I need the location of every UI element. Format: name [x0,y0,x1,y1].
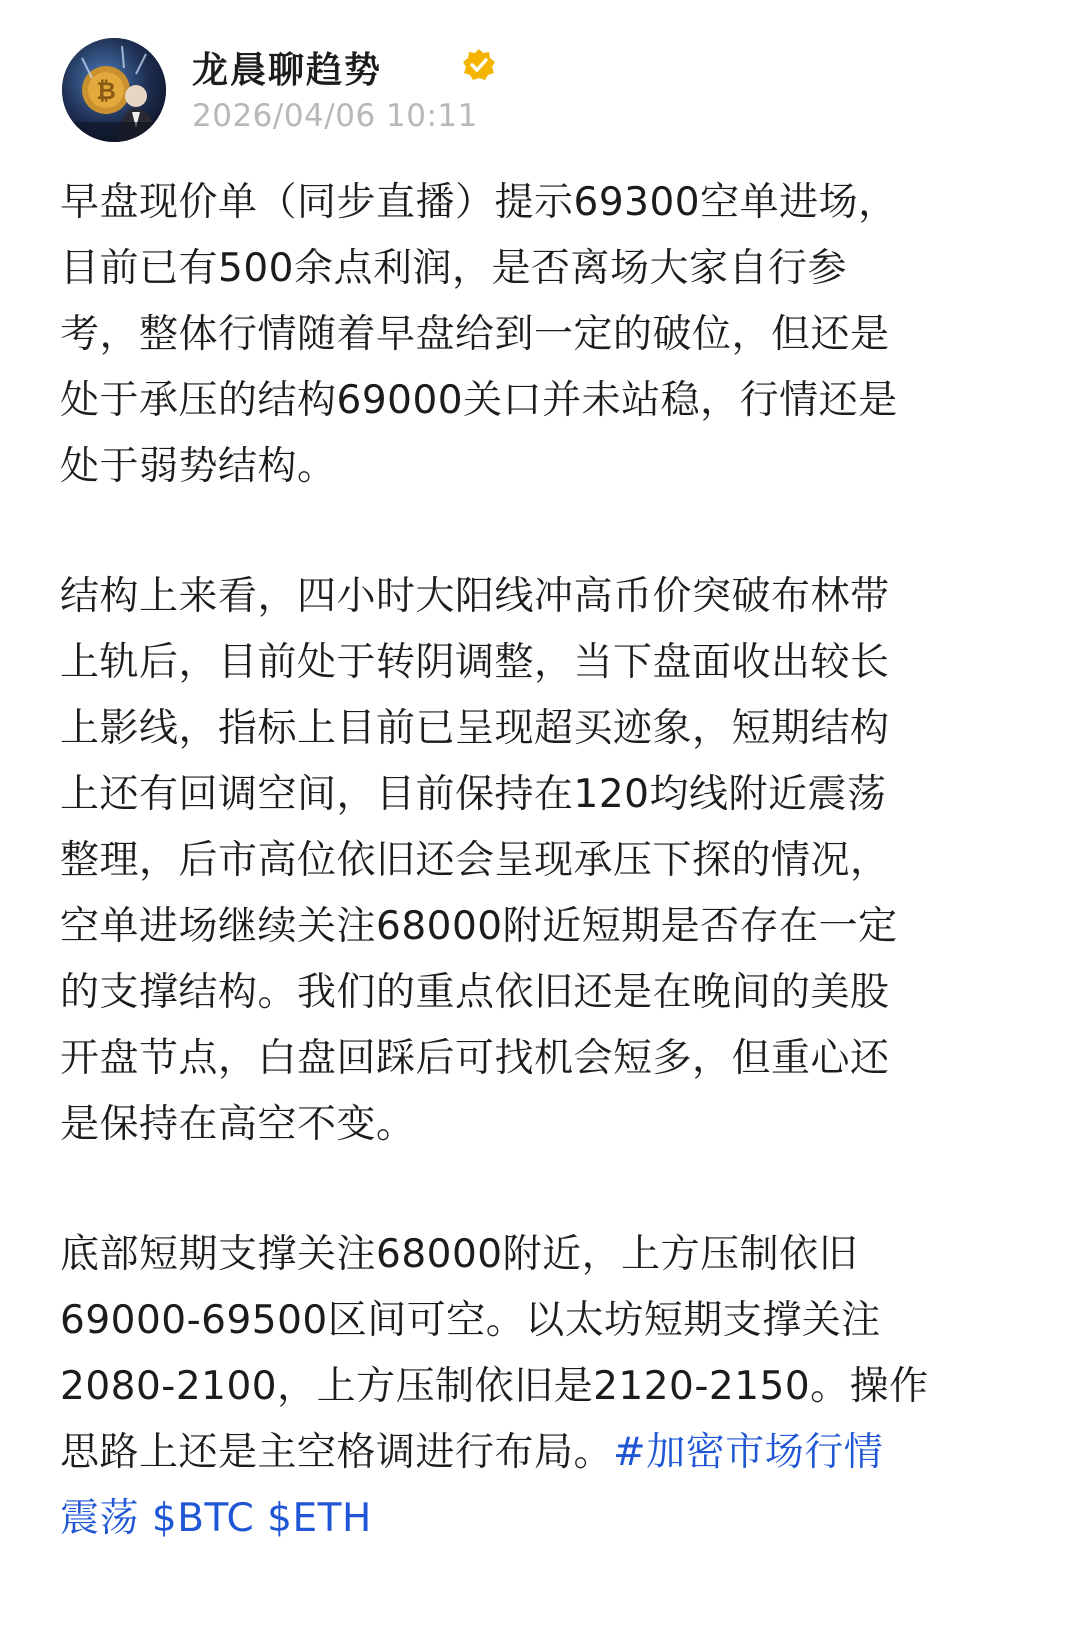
avatar-image [62,38,166,142]
paragraph-3-text: 底部短期支撑关注68000附近，上方压制依旧 69000-69500区间可空。以太坊短期支撑关注 2080-2100，上方压制依旧是2120-2150。操作 思路上还是主空格调进行布局。 [60,1232,929,1475]
paragraph-2: 结构上来看，四小时大阳线冲高币价突破布林带 上轨后，目前处于转阴调整，当下盘面收出较长 上影线，指标上目前已呈现超买迹象，短期结构 上还有回调空间，目前保持在120均线附近震荡 整理，后市高位依旧还会呈现承压下探的情况， 空单进场继续关注68000附近短期是否存在一定 的支撑结构。我们的重点依旧还是在晚间的美股 开盘节点，白盘回踩后可找机会短多，但重心还 是保持在高空不变。 [60,574,898,1147]
cashtag-btc-link[interactable]: $BTC [151,1496,255,1541]
verified-badge-icon [462,48,496,82]
author-avatar[interactable] [62,38,166,142]
hashtag-link[interactable]: #加密市场行情 震荡 [60,1430,884,1541]
paragraph-gap [60,1158,1020,1222]
post-body [60,170,1020,1552]
post-timestamp: 2026/04/06 10:11 [192,98,478,134]
paragraph-gap [60,500,1020,564]
paragraph-3 [60,1222,1020,1552]
post-header [62,36,1022,146]
cashtag-eth-link[interactable]: $ETH [267,1496,372,1541]
author-name[interactable]: 龙晨聊趋势 [192,50,383,91]
svg-text:₿: ₿ [96,77,116,105]
paragraph-1: 早盘现价单（同步直播）提示69300空单进场， 目前已有500余点利润，是否离场大家自行参 考，整体行情随着早盘给到一定的破位，但还是 处于承压的结构69000关口并未站稳，行情还是 处于弱势结构。 [60,180,898,489]
